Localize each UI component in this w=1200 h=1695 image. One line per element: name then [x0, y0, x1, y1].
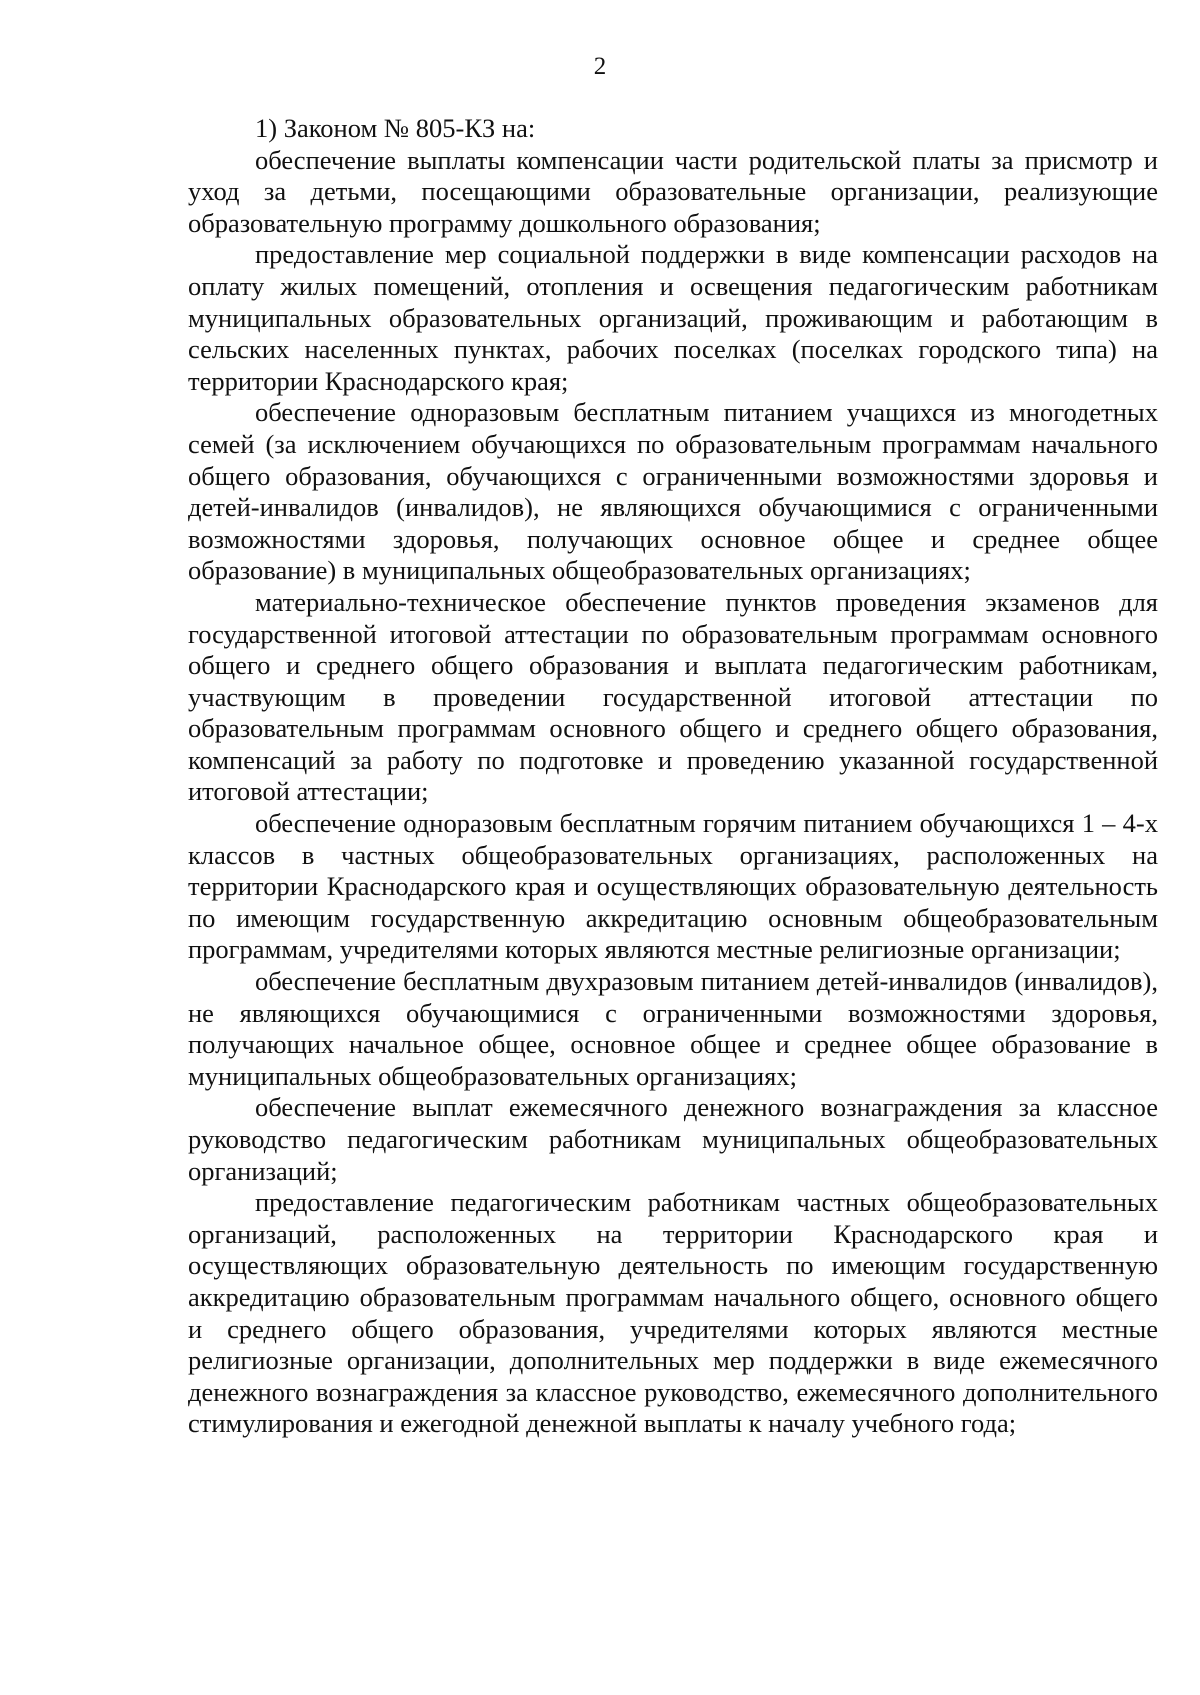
document-body [188, 113, 1158, 1440]
paragraph-item: предоставление мер социальной поддержки в виде компенсации расходов на оплату жилых помещений, отопления и освещения педагогическим работникам муниципальных образовательных организаций, проживающим и работающим в сельских населенных пунктах, рабочих поселках (поселках городского типа) на территории Краснодарского края; [188, 239, 1158, 396]
paragraph-item: обеспечение выплат ежемесячного денежного вознаграждения за классное руководство педагогическим работникам муниципальных общеобразовательных организаций; [188, 1092, 1158, 1186]
paragraph-item: материально-техническое обеспечение пунктов проведения экзаменов для государственной итоговой аттестации по образовательным программам основного общего и среднего общего образования и выплата педагогическим работникам, участвующим в проведении государственной итоговой аттестации по образовательным программам основного общего и среднего общего образования, компенсаций за работу по подготовке и проведению указанной государственной итоговой аттестации; [188, 586, 1158, 807]
paragraph-item: обеспечение выплаты компенсации части родительской платы за присмотр и уход за детьми, посещающими образовательные организации, реализующие образовательную программу дошкольного образования; [188, 144, 1158, 238]
paragraph-law-heading: 1) Законом № 805-КЗ на: [255, 113, 536, 143]
paragraph-item: предоставление педагогическим работникам частных общеобразовательных организаций, расположенных на территории Краснодарского края и осуществляющих образовательную деятельность по имеющим государственную аккредитацию образовательным программам начального общего, основного общего и среднего общего образования, учредителями которых являются местные религиозные организации, дополнительных мер поддержки в виде ежемесячного денежного вознаграждения за классное руководство, ежемесячного дополнительного стимулирования и ежегодной денежной выплаты к началу учебного года; [188, 1187, 1158, 1439]
page-number: 2 [593, 53, 607, 80]
paragraph-item: обеспечение бесплатным двухразовым питанием детей-инвалидов (инвалидов), не являющихся обучающимися с ограниченными возможностями здоровья, получающих начальное общее, основное общее и среднее общее образование в муниципальных общеобразовательных организациях; [188, 966, 1158, 1091]
paragraph-item: обеспечение одноразовым бесплатным горячим питанием обучающихся 1 – 4-х классов в частных общеобразовательных организациях, расположенных на территории Краснодарского края и осуществляющих образовательную деятельность по имеющим государственную аккредитацию основным общеобразовательным программам, учредителями которых являются местные религиозные организации; [188, 808, 1158, 965]
paragraph-item: обеспечение одноразовым бесплатным питанием учащихся из многодетных семей (за исключением обучающихся по образовательным программам начального общего образования, обучающихся с ограниченными возможностями здоровья и детей-инвалидов (инвалидов), не являющихся обучающимися с ограниченными возможностями здоровья, получающих основное общее и среднее общее образование) в муниципальных общеобразовательных организациях; [188, 397, 1158, 586]
